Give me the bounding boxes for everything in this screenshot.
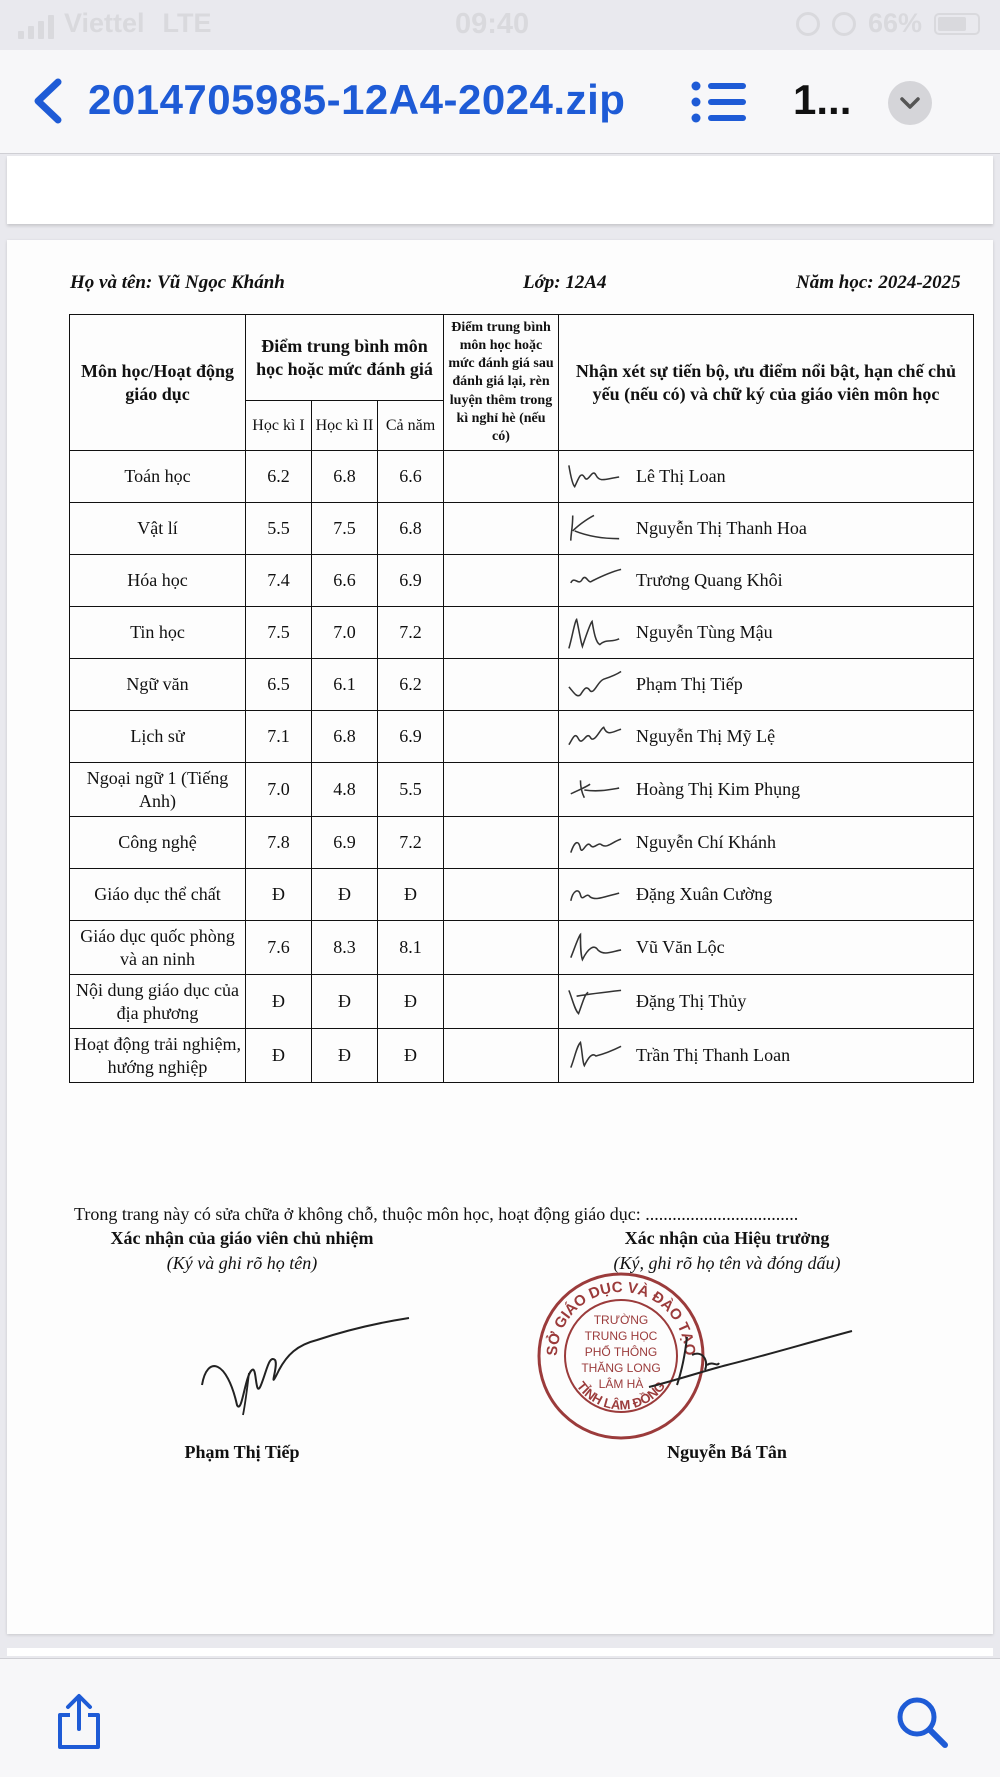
sem2-cell: 6.1 (312, 659, 378, 711)
teacher-cell (559, 921, 974, 975)
teacher-name: Đặng Thị Thủy (636, 991, 747, 1012)
retake-cell (444, 451, 559, 503)
back-chevron-icon[interactable] (28, 76, 68, 126)
homeroom-signature-icon (197, 1315, 417, 1425)
subject-cell: Giáo dục thể chất (70, 869, 246, 921)
teacher-name: Phạm Thị Tiếp (636, 674, 743, 695)
teacher-cell (559, 869, 974, 921)
stamp-line: THĂNG LONG (581, 1361, 661, 1375)
teacher-cell (559, 817, 974, 869)
table-row (70, 555, 974, 607)
teacher-name: Nguyễn Thị Mỹ Lệ (636, 726, 776, 747)
teacher-signature-icon (565, 509, 623, 549)
teacher-name: Trần Thị Thanh Loan (636, 1045, 791, 1066)
signal-icon (18, 15, 54, 39)
sem2-cell: 6.6 (312, 555, 378, 607)
year-cell: 6.9 (378, 711, 444, 763)
principal-signature-icon (647, 1325, 857, 1395)
clock: 09:40 (455, 8, 530, 40)
teacher-name: Đặng Xuân Cường (636, 884, 773, 905)
subject-cell: Giáo dục quốc phòng và an ninh (70, 921, 246, 975)
retake-cell (444, 659, 559, 711)
subject-cell: Hóa học (70, 555, 246, 607)
teacher-name: Vũ Văn Lộc (636, 937, 725, 958)
sem1-cell: 7.1 (246, 711, 312, 763)
table-row (70, 921, 974, 975)
year-cell: Đ (378, 869, 444, 921)
stamp-line: LÂM HÀ (598, 1377, 644, 1391)
teacher-cell (559, 763, 974, 817)
subject-cell: Lịch sử (70, 711, 246, 763)
teacher-signature-icon (565, 770, 623, 810)
sem1-cell: 5.5 (246, 503, 312, 555)
table-row (70, 451, 974, 503)
teacher-signature-icon (565, 928, 623, 968)
teacher-cell (559, 1029, 974, 1083)
table-row (70, 659, 974, 711)
retake-cell (444, 869, 559, 921)
more-button[interactable] (888, 81, 932, 125)
sem1-cell: Đ (246, 975, 312, 1029)
sem2-cell: 6.8 (312, 451, 378, 503)
subject-cell: Ngoại ngữ 1 (Tiếng Anh) (70, 763, 246, 817)
subject-cell: Toán học (70, 451, 246, 503)
teacher-cell (559, 659, 974, 711)
status-bar (0, 0, 1000, 50)
nav-bar (0, 50, 1000, 154)
teacher-name: Nguyễn Tùng Mậu (636, 622, 773, 643)
table-row (70, 607, 974, 659)
stamp-outer-text: SỞ GIÁO DỤC VÀ ĐÀO TẠO (543, 1278, 699, 1357)
teacher-cell (559, 503, 974, 555)
year-cell: 6.2 (378, 659, 444, 711)
retake-cell (444, 921, 559, 975)
year-cell: Đ (378, 975, 444, 1029)
teacher-name: Nguyễn Thị Thanh Hoa (636, 518, 807, 539)
year-cell: 6.6 (378, 451, 444, 503)
battery-percent: 66% (867, 8, 922, 38)
year-cell: 5.5 (378, 763, 444, 817)
carrier-label: Viettel (64, 8, 145, 38)
retake-cell (444, 503, 559, 555)
status-left (18, 8, 212, 39)
retake-cell (444, 817, 559, 869)
student-name: Họ và tên: Vũ Ngọc Khánh (70, 272, 285, 293)
teacher-signature-icon (565, 613, 623, 653)
sem2-cell: 7.0 (312, 607, 378, 659)
school-year: Năm học: 2024-2025 (796, 272, 961, 293)
alarm-icon (832, 12, 856, 36)
stamp-line: TRUNG HỌC (584, 1329, 658, 1343)
retake-cell (444, 763, 559, 817)
teacher-cell (559, 975, 974, 1029)
header-sem2: Học kì II (312, 401, 378, 451)
chevron-down-icon (899, 96, 921, 110)
table-row (70, 1029, 974, 1083)
sem1-cell: 7.6 (246, 921, 312, 975)
stamp-bottom-text: TỈNH LÂM ĐỒNG (573, 1378, 669, 1413)
retake-cell (444, 607, 559, 659)
teacher-name: Lê Thị Loan (636, 466, 726, 487)
correction-note: Trong trang này có sửa chữa ở không chỗ, thuộc môn học, hoạt động giáo dục: .................................. (74, 1204, 799, 1224)
subject-cell: Nội dung giáo dục của địa phương (70, 975, 246, 1029)
teacher-cell (559, 451, 974, 503)
table-row (70, 975, 974, 1029)
subject-cell: Công nghệ (70, 817, 246, 869)
table-row (70, 869, 974, 921)
orientation-lock-icon (796, 12, 820, 36)
bottom-toolbar (0, 1658, 1000, 1777)
table-row (70, 711, 974, 763)
teacher-signature-icon (565, 875, 623, 915)
table-row (70, 503, 974, 555)
sem2-cell: 6.8 (312, 711, 378, 763)
teacher-signature-icon (565, 457, 623, 497)
network-label: LTE (162, 8, 212, 38)
year-cell: 6.9 (378, 555, 444, 607)
sem2-cell: 7.5 (312, 503, 378, 555)
header-subject: Môn học/Hoạt động giáo dục (70, 315, 246, 451)
sem2-cell: 4.8 (312, 763, 378, 817)
sem1-cell: 6.5 (246, 659, 312, 711)
document-page (7, 240, 993, 1634)
stamp-line: TRƯỜNG (593, 1313, 649, 1327)
teacher-cell (559, 607, 974, 659)
teacher-name: Nguyễn Chí Khánh (636, 832, 776, 853)
teacher-cell (559, 711, 974, 763)
sem1-cell: 7.8 (246, 817, 312, 869)
table-row (70, 763, 974, 817)
year-cell: 7.2 (378, 817, 444, 869)
subject-cell: Hoạt động trải nghiệm, hướng nghiệp (70, 1029, 246, 1083)
teacher-signature-icon (565, 1036, 623, 1076)
year-cell: 8.1 (378, 921, 444, 975)
header-retake: Điểm trung bình môn học hoặc mức đánh giá sau đánh giá lại, rèn luyện thêm trong kì nghỉ hè (nếu có) (444, 315, 559, 451)
previous-page (7, 156, 993, 224)
sem2-cell: Đ (312, 975, 378, 1029)
retake-cell (444, 711, 559, 763)
student-class: Lớp: 12A4 (523, 272, 607, 293)
homeroom-title: Xác nhận của giáo viên chủ nhiệm (110, 1228, 374, 1248)
header-average: Điểm trung bình môn học hoặc mức đánh giá (246, 315, 444, 401)
battery-icon (934, 13, 980, 35)
grades-table (69, 314, 974, 1083)
retake-cell (444, 975, 559, 1029)
sem2-cell: 8.3 (312, 921, 378, 975)
share-icon[interactable] (54, 1693, 104, 1751)
sem1-cell: Đ (246, 869, 312, 921)
sem2-cell: 6.9 (312, 817, 378, 869)
subject-cell: Ngữ văn (70, 659, 246, 711)
sem1-cell: 7.0 (246, 763, 312, 817)
header-year: Cả năm (378, 401, 444, 451)
next-page (7, 1648, 993, 1656)
teacher-name: Trương Quang Khôi (636, 570, 783, 591)
table-row (70, 817, 974, 869)
file-title: 2014705985-12A4-2024.zip (88, 76, 626, 123)
subject-cell: Tin học (70, 607, 246, 659)
status-right (796, 8, 980, 39)
sem2-cell: Đ (312, 1029, 378, 1083)
sem1-cell: Đ (246, 1029, 312, 1083)
homeroom-subtitle: (Ký và ghi rõ họ tên) (166, 1253, 318, 1273)
stamp-line: PHỔ THÔNG (584, 1345, 658, 1359)
teacher-signature-icon (565, 717, 623, 757)
sem1-cell: 6.2 (246, 451, 312, 503)
principal-name: Nguyễn Bá Tân (667, 1442, 787, 1462)
sem1-cell: 7.5 (246, 607, 312, 659)
page-indicator[interactable]: 1... (793, 76, 852, 123)
sem2-cell: Đ (312, 869, 378, 921)
sem1-cell: 7.4 (246, 555, 312, 607)
homeroom-name: Phạm Thị Tiếp (184, 1442, 300, 1462)
search-icon[interactable] (895, 1695, 949, 1749)
retake-cell (444, 555, 559, 607)
subject-cell: Vật lí (70, 503, 246, 555)
header-comment: Nhận xét sự tiến bộ, ưu điểm nổi bật, hạn chế chủ yếu (nếu có) và chữ ký của giáo viên môn học (559, 315, 974, 451)
year-cell: Đ (378, 1029, 444, 1083)
teacher-signature-icon (565, 982, 623, 1022)
teacher-cell (559, 555, 974, 607)
teacher-signature-icon (565, 823, 623, 863)
teacher-name: Hoàng Thị Kim Phụng (636, 779, 801, 800)
year-cell: 6.8 (378, 503, 444, 555)
header-sem1: Học kì I (246, 401, 312, 451)
year-cell: 7.2 (378, 607, 444, 659)
teacher-signature-icon (565, 665, 623, 705)
list-icon[interactable] (690, 80, 748, 124)
teacher-signature-icon (565, 561, 623, 601)
principal-subtitle: (Ký, ghi rõ họ tên và đóng dấu) (613, 1253, 841, 1273)
retake-cell (444, 1029, 559, 1083)
principal-title: Xác nhận của Hiệu trưởng (624, 1228, 830, 1248)
